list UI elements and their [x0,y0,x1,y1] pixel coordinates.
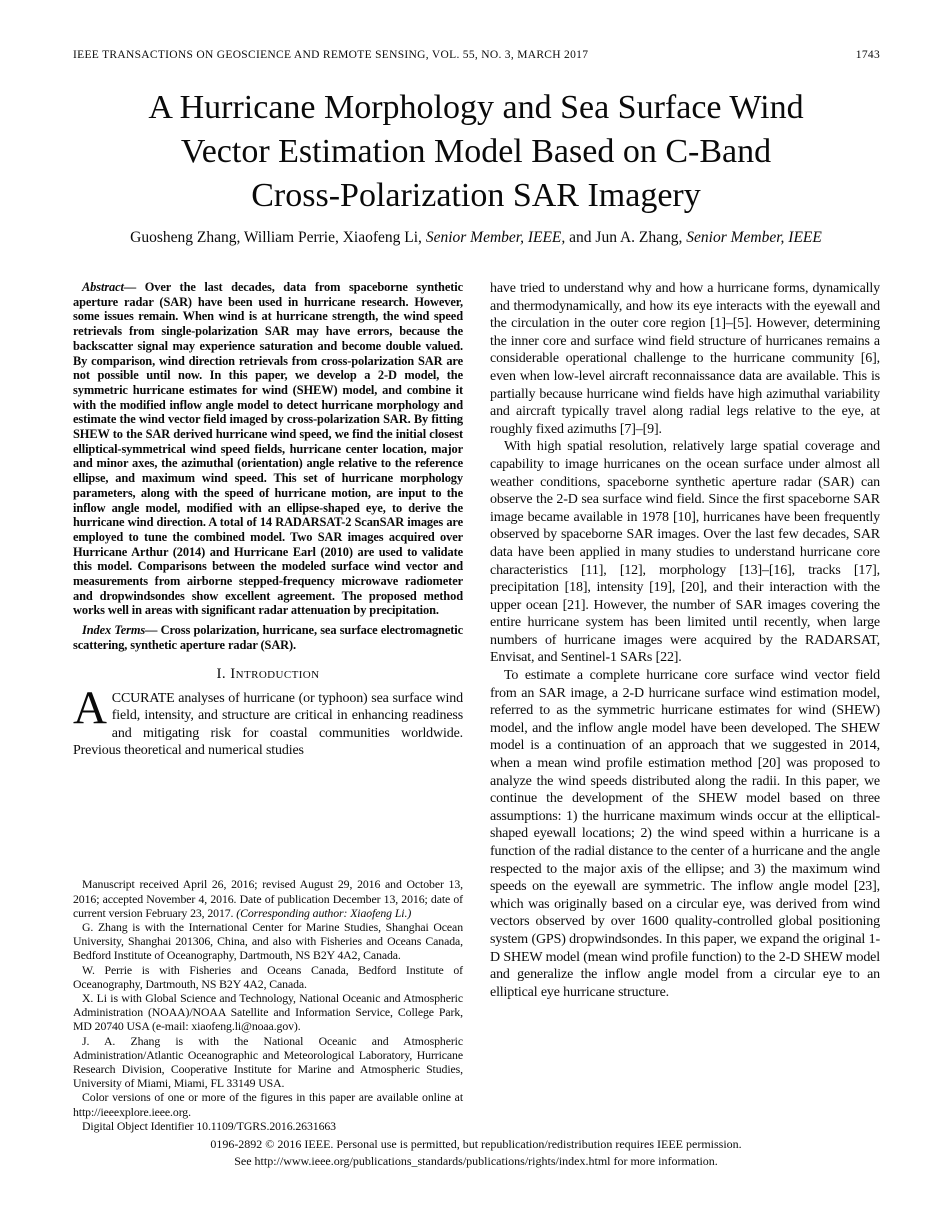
abstract-paragraph [73,280,463,618]
body-paragraph-3: To estimate a complete hurricane core surface wind vector field from an SAR image, a 2-D hurricane surface wind estimation model, referred to as the symmetric hurricane estimates for wind (SHEW) model, and the inflow angle model have been developed. The SHEW model is a continuation of an approach that we suggested in 2014, when a mean wind profile estimation method [20] was proposed to analyze the wind speeds distributed along the radii. In this paper, we continue the development of the SHEW model based on three assumptions: 1) the hurricane maximum winds occur at the elliptical-shaped eyewall locations; 2) the wind speed within a hurricane is a function of the radial distance to the center of a hurricane and the angle respected to the major axis of the ellipse; and 3) the maximum wind speeds on the eyewall are symmetric. The inflow angle model [23], which was originally based on a circular eye, was derived from wind vectors observed by over 1600 quality-controlled global positioning system (GPS) dropwindsondes. In this paper, we expand the original 1-D SHEW model (mean wind profile function) to the 2-D SHEW model and generalize the inflow angle model from a circular eye to an elliptical eye hurricane structure. [490,668,880,1000]
footnote-affiliation-li: X. Li is with Global Science and Technology, National Oceanic and Atmospheric Administration (NOAA)/NOAA Satellite and Information Service, College Park, MD 20740 USA (e-mail: xiaofeng.li@noaa.gov). [73,990,463,1034]
author-line [40,228,912,248]
footer-line-2: See http://www.ieee.org/publications_standards/publications/rights/index.html for more information. [234,1153,718,1168]
footnote-corresponding-author: (Corresponding author: Xiaofeng Li.) [236,905,412,920]
paper-title [50,86,902,218]
author-membership-1: Senior Member, IEEE, [425,229,566,246]
footnote-affiliation-jazhang: J. A. Zhang is with the National Oceanic and Atmospheric Administration/Atlantic Oceanographic and Meteorological Laboratory, Hurricane Research Division, Cooperative Institute for Marine and Atmospheric Studies, University of Miami, Miami, FL 33149 USA. [73,1033,463,1091]
body-paragraph-2: With high spatial resolution, relatively large spatial coverage and capability to image hurricanes on the ocean surface under almost all weather conditions, spaceborne synthetic aperture radar (SAR) can observe the 2-D sea surface wind field. Since the first spaceborne SAR image became available in 1978 [10], hurricanes have been frequently observed by spaceborne SAR images. Over the last few decades, SAR data have been applied in many studies to understand hurricane core characteristics [11], [12], morphology [13]–[16], tracks [17], precipitation [18], intensity [19], [20], and their interaction with the upper ocean [21]. However, the number of SAR images covering the entire hurricane system has been limited until recently, when large numbers of hurricane images were acquired by the RADARSAT, Envisat, and Sentinel-1 SARs [22]. [490,439,880,666]
right-column [490,280,880,1135]
footnote-affiliation-gzhang: G. Zhang is with the International Center for Marine Studies, Shanghai Ocean University, Shanghai 201306, China, and also with Fisheries and Oceans Canada, Bedford Institute of Oceanography, Dartmouth, NS B2Y 4A2, Canada. [73,919,463,963]
left-column [73,280,463,1135]
footnote-color-versions: Color versions of one or more of the figures in this paper are available online at http://ieeexplore.ieee.org. [73,1090,463,1119]
intro-paragraph [73,681,463,760]
title-line-2: Vector Estimation Model Based on C-Band [180,133,772,170]
footnote-doi: Digital Object Identifier 10.1109/TGRS.2016.2631663 [82,1118,336,1133]
page-number: 1743 [855,49,880,61]
footnote-manuscript-text: Manuscript received April 26, 2016; revised August 29, 2016 and October 13, 2016; accepted November 4, 2016. Date of publication December 13, 2016; date of current version February 23, 2017. [73,877,463,920]
author-membership-2: Senior Member, IEEE [686,229,822,246]
index-terms-text: Cross polarization, hurricane, sea surface electromagnetic scattering, synthetic aperture radar (SAR). [73,623,463,652]
abstract-text: Over the last decades, data from spaceborne synthetic aperture radar (SAR) have been used in hurricane research. However, some issues remain. When wind is at hurricane strength, the wind speed retrievals from single-polarization SAR may have errors, because the backscatter signal may experience saturation and become double valued. By comparison, wind direction retrievals from cross-polarization SAR are not possible until now. In this paper, we develop a 2-D model, the symmetric hurricane estimates for wind (SHEW) model, and combine it with the modified inflow angle model to detect hurricane morphology and estimate the wind vector field imaged by cross-polarization SAR. By fitting SHEW to the SAR derived hurricane wind speed, we find the initial closest elliptical-symmetrical wind speed fields, hurricane center location, major and minor axes, the azimuthal (orientation) angle relative to the reference ellipse, and maximum wind speed. This set of hurricane morphology parameters, along with the speed of hurricane motion, are input to the inflow angle model, modified with an ellipse-shaped eye, to derive the hurricane wind direction. A total of 14 RADARSAT-2 ScanSAR images are employed to tune the combined model. Two SAR images acquired over Hurricane Arthur (2014) and Hurricane Earl (2010) are used to validate this model. Comparisons between the modeled surface wind vector and measurements from airborne stepped-frequency microwave radiometer and dropwindsondes show excellent agreement. The proposed method works well in areas with significant radar attenuation by precipitation. [73,280,463,618]
copyright-footer [0,1136,952,1169]
footer-line-1: 0196-2892 © 2016 IEEE. Personal use is permitted, but republication/redistribution requires IEEE permission. [210,1137,742,1151]
author-names-1: Guosheng Zhang, William Perrie, Xiaofeng Li, [130,229,426,246]
index-terms-label: Index Terms— [82,623,158,638]
section-heading-introduction [73,666,463,683]
running-head [73,49,880,61]
section-number: I. [216,665,227,682]
index-terms-paragraph [73,623,463,652]
title-line-1: A Hurricane Morphology and Sea Surface Wind [148,89,804,126]
two-column-body [73,280,880,1135]
journal-citation: IEEE TRANSACTIONS ON GEOSCIENCE AND REMOTE SENSING, VOL. 55, NO. 3, MARCH 2017 [73,49,589,61]
author-names-2: and Jun A. Zhang, [565,229,687,246]
footnote-affiliation-perrie: W. Perrie is with Fisheries and Oceans Canada, Bedford Institute of Oceanography, Dartmouth, NS B2Y 4A2, Canada. [73,962,463,991]
first-page-footnotes [73,877,463,1133]
intro-text: CCURATE analyses of hurricane (or typhoon) sea surface wind field, intensity, and structure are critical in enhancing readiness and mitigating risk for coastal communities worldwide. Previous theoretical and numerical studies [73,690,463,759]
section-title: Introduction [230,665,320,682]
title-line-3: Cross-Polarization SAR Imagery [251,177,701,214]
footnote-manuscript-history [73,877,463,920]
drop-cap: A [73,681,107,734]
body-paragraph-1: have tried to understand why and how a hurricane forms, dynamically and thermodynamically, and how its eye interacts with the eyewall and the circulation in the outer core region [1]–[5]. However, determining the inner core and surface wind field structure of hurricanes remains a considerable operational challenge to the hurricane community [6], even when low-level aircraft reconnaissance data are available. This is partially because hurricane wind fields have high azimuthal variability and aircraft typically travel along radial legs relative to the eye, at roughly fixed azimuths [7]–[9]. [490,281,880,437]
abstract-label: Abstract— [82,280,137,294]
